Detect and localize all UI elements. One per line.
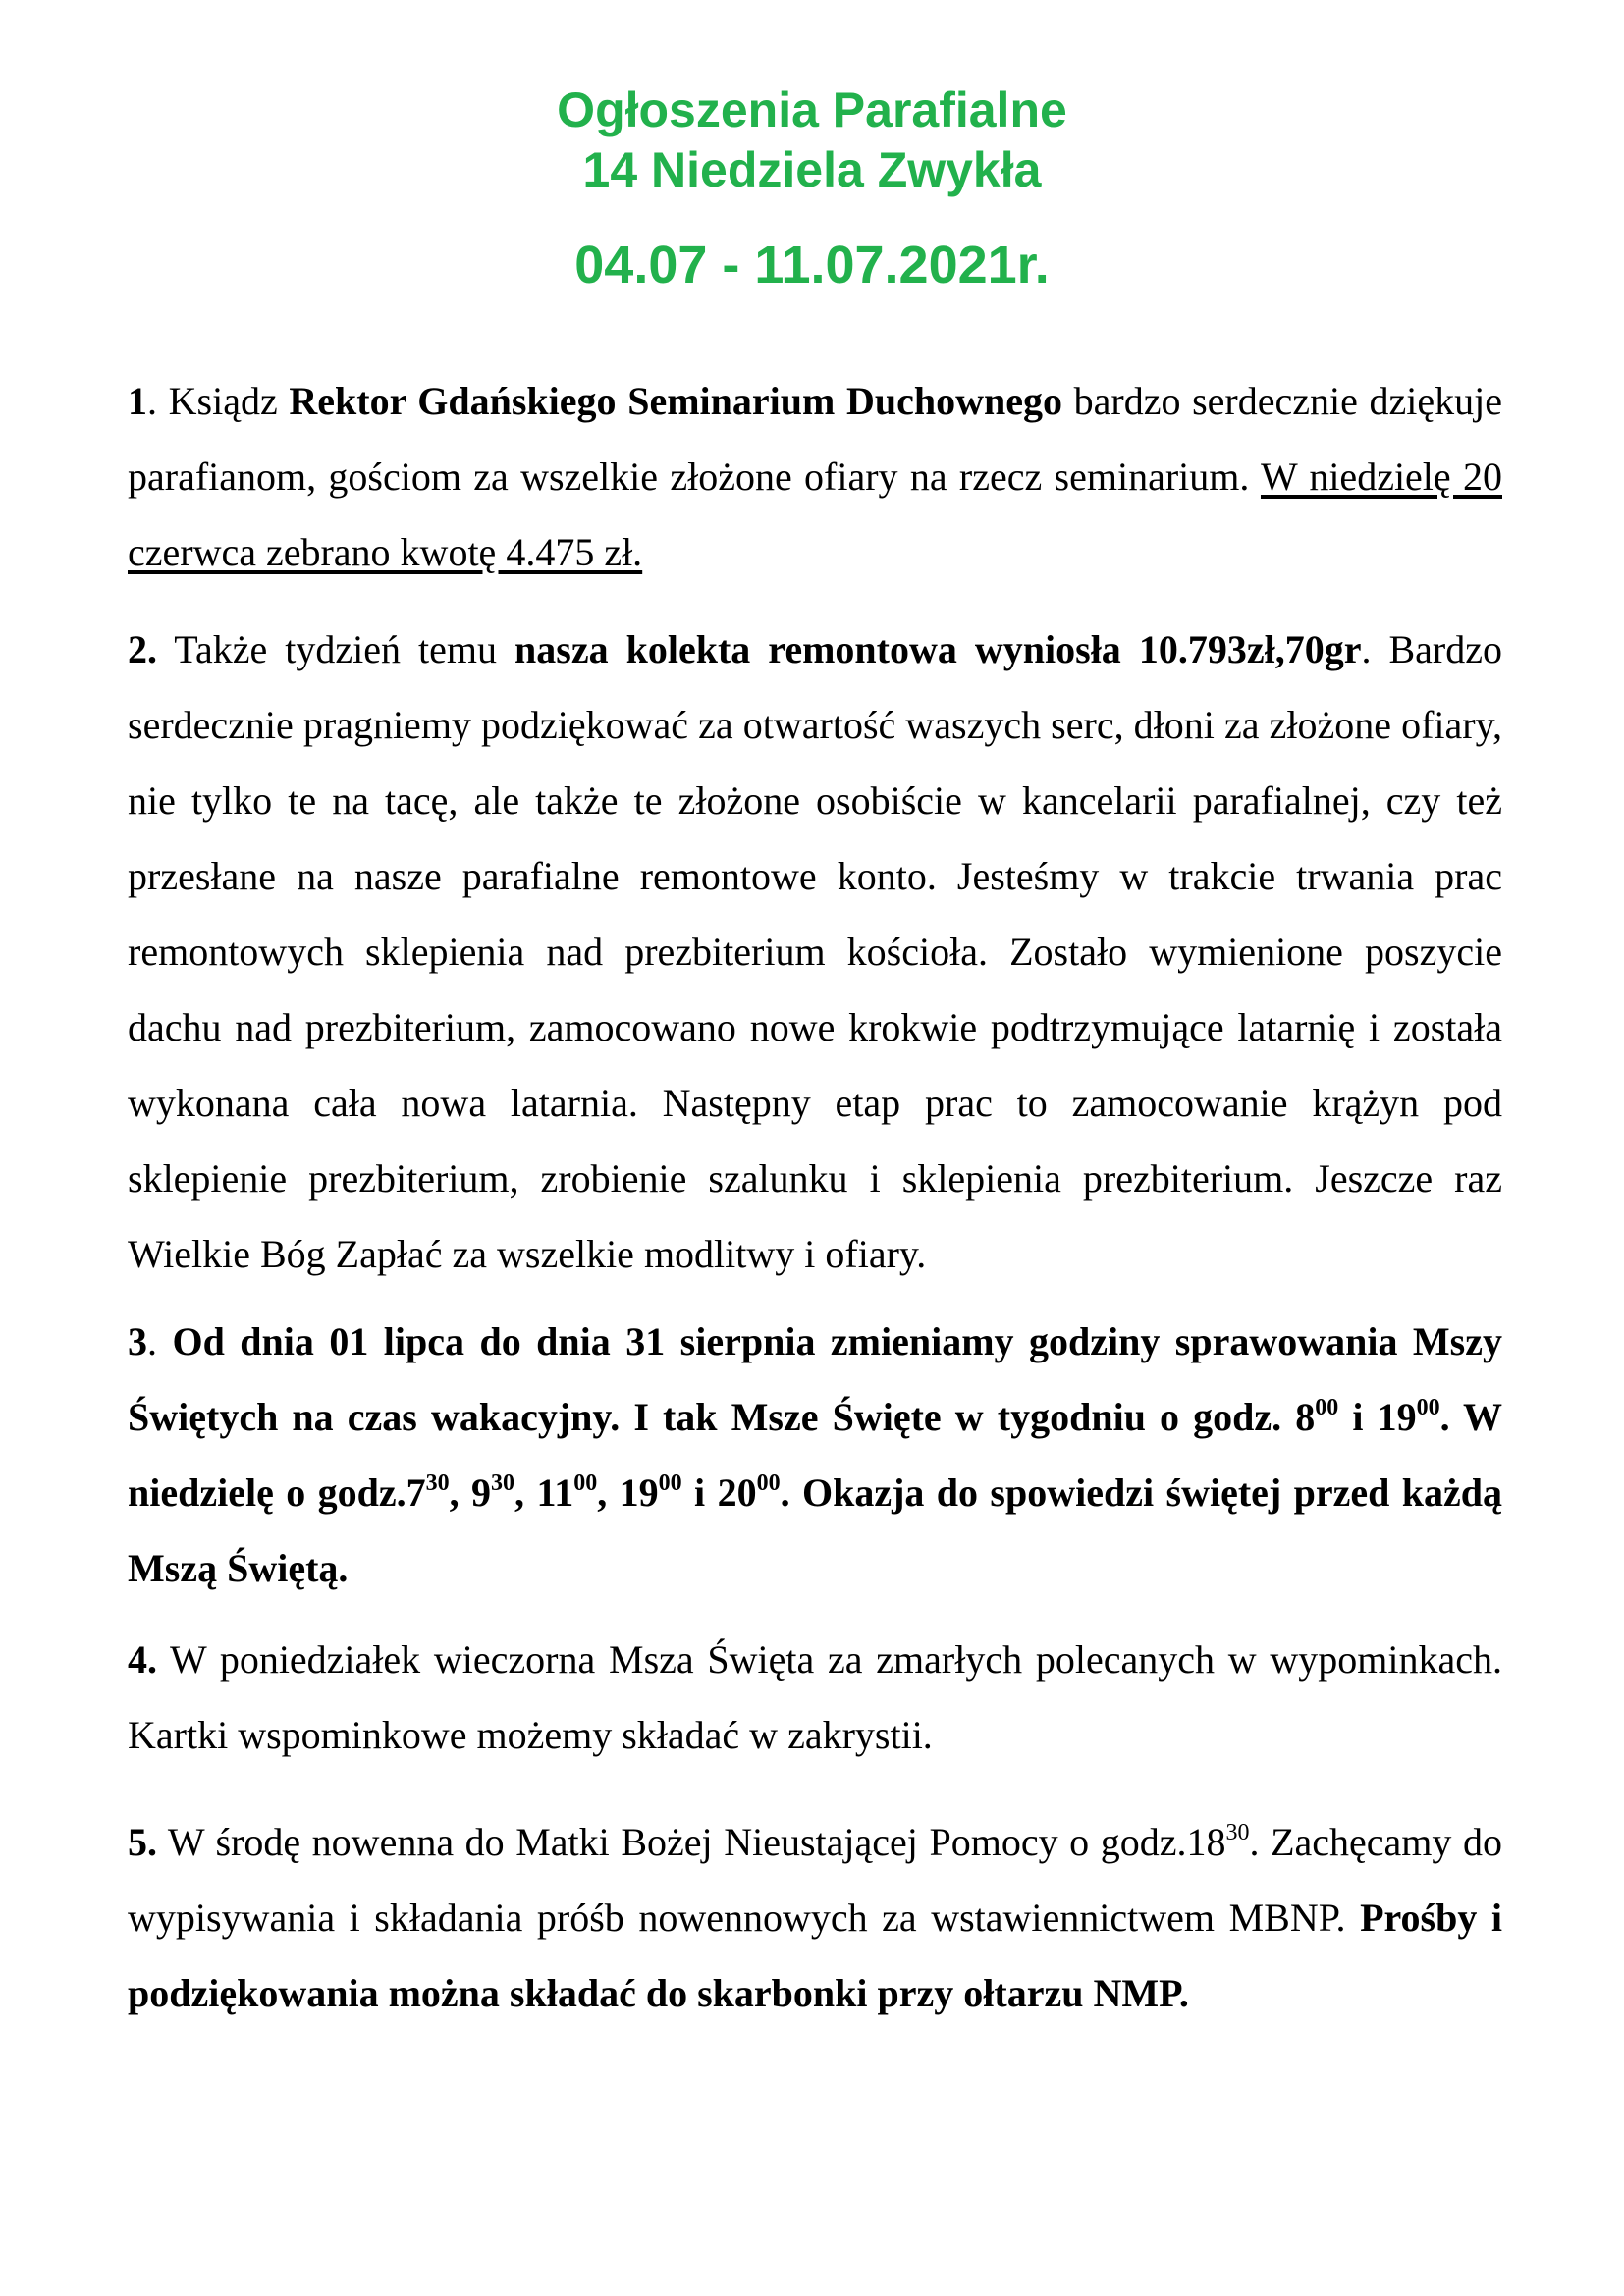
minutes: 30: [1225, 1819, 1250, 1845]
announcement-3: [128, 1304, 1502, 1606]
underlined-text: W niedzielę 20 czerwca zebrano kwotę 4.475 zł.: [128, 454, 1502, 574]
minutes: 00: [1315, 1394, 1339, 1420]
text: i: [681, 1470, 718, 1515]
text: .: [147, 1319, 173, 1363]
minutes: 00: [1416, 1394, 1440, 1420]
minutes: 00: [573, 1469, 598, 1496]
text: . Ksiądz: [147, 379, 290, 423]
announcement-4: [128, 1622, 1502, 1773]
date-range: 04.07 - 11.07.2021r.: [574, 236, 1050, 294]
text: W poniedziałek wieczorna Msza Święta za zmarłych polecanych w wypominkach. Kartki wspominkowe możemy składać w zakrystii.: [128, 1637, 1502, 1757]
hour: 19: [1377, 1395, 1417, 1439]
announcement-number: 1: [128, 379, 147, 423]
page-title: Ogłoszenia Parafialne: [557, 82, 1067, 137]
text: ,: [514, 1470, 537, 1515]
text: . Bardzo serdecznie pragniemy podziękować za otwartość waszych serc, dłoni za złożone ofiary, nie tylko te na tacę, ale także te złożone osobiście w kancelarii parafialnej, czy też przesłane na nasze parafialne remontowe konto. Jesteśmy w trakcie trwania prac remontowych sklepienia nad prezbiterium kościoła. Zostało wymienione poszycie dachu nad prezbiterium, zamocowano nowe krokwie podtrzymujące latarnię i została wykonana cała nowa latarnia. Następny etap prac to zamocowanie krążyn pod sklepienie prezbiterium, zrobienie szalunku i sklepienia prezbiterium. Jeszcze raz Wielkie Bóg Zapłać za wszelkie modlitwy i ofiary.: [128, 627, 1502, 1276]
bold-text: Prośby i podziękowania można składać do skarbonki przy ołtarzu NMP.: [128, 1896, 1503, 2015]
hour: 19: [619, 1470, 659, 1515]
minutes: 30: [425, 1469, 450, 1496]
text: W środę nowenna do Matki Bożej Nieustającej Pomocy o godz.: [157, 1820, 1187, 1864]
announcement-2: [128, 612, 1502, 1292]
text: Także tydzień temu: [157, 627, 514, 671]
text: Od dnia 01 lipca do dnia 31 sierpnia zmieniamy godziny sprawowania Mszy Świętych na czas wakacyjny. I tak Msze Święte w tygodniu o godz.: [128, 1319, 1502, 1439]
announcement-1: [128, 363, 1502, 590]
hour: 18: [1186, 1820, 1226, 1864]
text: i: [1338, 1395, 1378, 1439]
announcement-number: 2.: [128, 627, 157, 671]
announcement-number: 3: [128, 1319, 147, 1363]
hour: 7: [406, 1470, 426, 1515]
announcements-body: [128, 363, 1502, 2031]
text: ,: [597, 1470, 620, 1515]
text: bardzo serdecznie dziękuje parafianom, gościom za wszelkie złożone ofiary na rzecz seminarium.: [128, 379, 1503, 499]
minutes: 00: [658, 1469, 682, 1496]
text: . Zachęcamy do wypisywania i składania próśb nowennowych za wstawiennictwem MBNP.: [128, 1820, 1502, 1940]
bold-text: Rektor Gdańskiego Seminarium Duchownego: [289, 379, 1062, 423]
text: . Okazja do spowiedzi świętej przed każdą Mszą Świętą.: [128, 1470, 1503, 1590]
minutes: 00: [756, 1469, 781, 1496]
page-subtitle: 14 Niedziela Zwykła: [582, 142, 1042, 197]
announcement-number: 5.: [128, 1820, 157, 1864]
hour: 11: [536, 1470, 574, 1515]
text: ,: [449, 1470, 472, 1515]
text: . W niedzielę o godz.: [128, 1395, 1502, 1515]
hour: 20: [717, 1470, 757, 1515]
bold-text: [128, 1319, 1502, 1590]
announcement-number: 4.: [128, 1637, 157, 1682]
announcement-5: [128, 1804, 1502, 2031]
bold-text: nasza kolekta remontowa wyniosła 10.793zł,70gr: [514, 627, 1362, 671]
minutes: 30: [491, 1469, 515, 1496]
hour: 8: [1295, 1395, 1316, 1439]
hour: 9: [471, 1470, 492, 1515]
